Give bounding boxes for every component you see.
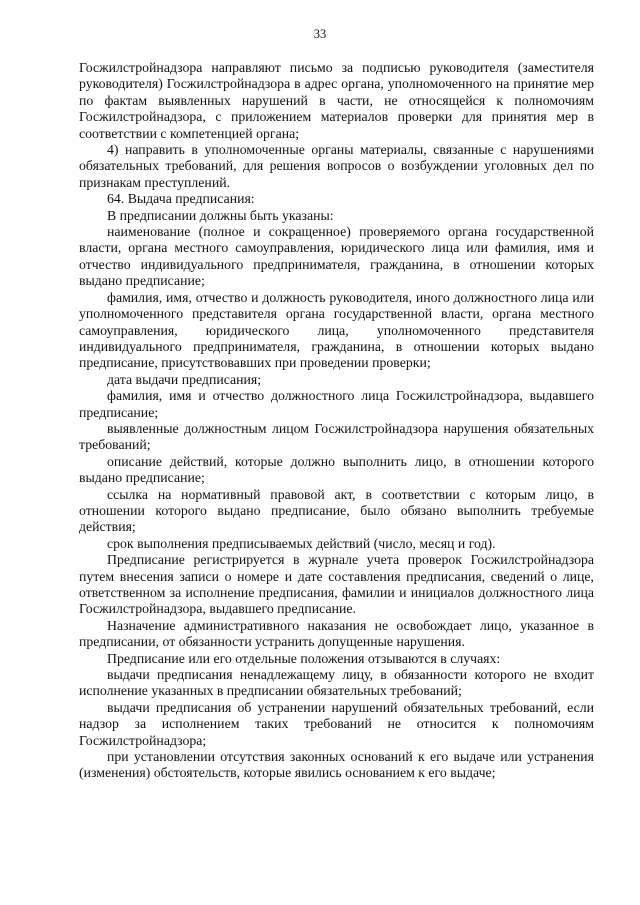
document-body (79, 60, 594, 782)
paragraph-list-item: дата выдачи предписания; (107, 371, 262, 387)
paragraph-continuation: Госжилстройнадзора направляют письмо за подписью руководителя (заместителя руководителя) Госжилстройнадзора в адрес органа, уполномоченного на принятие мер по фактам выявленных нарушений в части, не относящейся к полномочиям Госжилстройнадзора, с приложением материалов проверки для принятия мер в соответствии с компетенцией органа; (79, 60, 594, 141)
paragraph-item-4: 4) направить в уполномоченные органы материалы, связанные с нарушениями обязательных требований, для решения вопросов о возбуждении уголовных дел по признакам преступлений. (79, 142, 594, 190)
paragraph-registration: Предписание регистрируется в журнале учета проверок Госжилстройнадзора путем внесения записи о номере и дате составления предписания, сведений о лице, ответственном за исполнение предписания, фамилии и инициалов должностного лица Госжилстройнадзора, выдавшего предписание. (79, 552, 594, 617)
paragraph-list-item: наименование (полное и сокращенное) проверяемого органа государственной власти, органа местного самоуправления, юридического лица или фамилия, имя и отчество индивидуального предпринимателя, гражданина, в отношении которых выдано предписание; (79, 224, 594, 289)
paragraph-list-item: при установлении отсутствия законных оснований к его выдаче или устранения (изменения) обстоятельств, которые явились основанием к его выдаче; (79, 749, 594, 781)
paragraph-list-item: срок выполнения предписываемых действий (число, месяц и год). (107, 535, 496, 551)
paragraph-list-item: ссылка на нормативный правовой акт, в соответствии с которым лицо, в отношении которого выдано предписание, было обязано выполнить требуемые действия; (79, 486, 594, 535)
section-heading-64: 64. Выдача предписания: (107, 191, 255, 207)
paragraph-revocation-intro: Предписание или его отдельные положения отзываются в случаях: (107, 650, 501, 666)
paragraph-list-item: фамилия, имя, отчество и должность руководителя, иного должностного лица или уполномоченного представителя органа государственной власти, органа местного самоуправления, юридического лица, уполномоченного представителя индивидуального предпринимателя, гражданина, в отношении которых выдано предписание, присутствовавших при проведении проверки; (79, 289, 594, 371)
page-number: 33 (313, 27, 327, 41)
paragraph-intro: В предписании должны быть указаны: (107, 207, 334, 223)
paragraph-list-item: фамилия, имя и отчество должностного лица Госжилстройнадзора, выдавшего предписание; (79, 388, 594, 420)
paragraph-list-item: описание действий, которые должно выполнить лицо, в отношении которого выдано предписание; (79, 453, 594, 486)
paragraph-penalty: Назначение административного наказания не освобождает лицо, указанное в предписании, от обязанности устранить допущенные нарушения. (79, 617, 594, 650)
paragraph-list-item: выявленные должностным лицом Госжилстройнадзора нарушения обязательных требований; (79, 420, 594, 453)
paragraph-list-item: выдачи предписания об устранении нарушений обязательных требований, если надзор за исполнением таких требований не относится к полномочиям Госжилстройнадзора; (79, 699, 594, 748)
paragraph-list-item: выдачи предписания ненадлежащему лицу, в обязанности которого не входит исполнение указанных в предписании обязательных требований; (79, 667, 594, 699)
